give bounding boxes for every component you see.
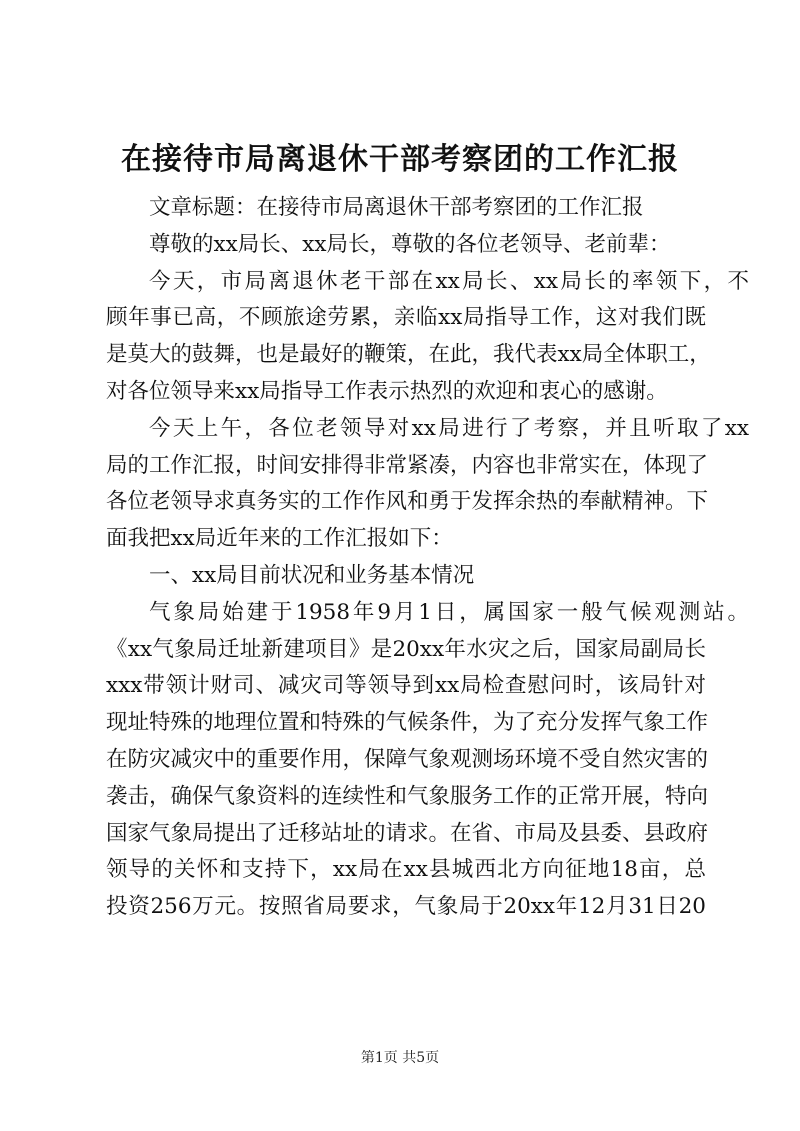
paragraph-line: 在防灾减灾中的重要作用，保障气象观测场环境不受自然灾害的	[106, 746, 709, 772]
paragraph-line: 各位老领导求真务实的工作作风和勇于发挥余热的奉献精神。下	[106, 489, 709, 515]
paragraph-line: 今天上午，各位老领导对xx局进行了考察，并且听取了xx	[149, 415, 749, 441]
paragraph-line: 是莫大的鼓舞，也是最好的鞭策，在此，我代表xx局全体职工，	[106, 342, 711, 368]
paragraph-line: 气象局始建于1958年9月1日，属国家一般气候观测站。	[149, 599, 749, 625]
document-title: 在接待市局离退休干部考察团的工作汇报	[121, 142, 679, 177]
paragraph-line: xxx带领计财司、减灾司等领导到xx局检查慰问时，该局针对	[106, 673, 706, 699]
paragraph-line: 局的工作汇报，时间安排得非常紧凑，内容也非常实在，体现了	[106, 452, 709, 478]
paragraph-line: 《xx气象局迁址新建项目》是20xx年水灾之后，国家局副局长	[106, 636, 706, 662]
article-title-line: 文章标题：在接待市局离退休干部考察团的工作汇报	[149, 195, 644, 220]
paragraph-line: 现址特殊的地理位置和特殊的气候条件，为了充分发挥气象工作	[106, 710, 709, 736]
document-body	[106, 190, 749, 926]
paragraph-line: 面我把xx局近年来的工作汇报如下：	[106, 526, 453, 552]
section-heading: 一、xx局目前状况和业务基本情况	[149, 562, 475, 588]
paragraph-line: 国家气象局提出了迁移站址的请求。在省、市局及县委、县政府	[106, 820, 709, 846]
paragraph-line: 领导的关怀和支持下，xx局在xx县城西北方向征地18亩，总	[106, 857, 706, 883]
paragraph-line: 顾年事已高，不顾旅途劳累，亲临xx局指导工作，这对我们既	[106, 305, 706, 331]
page-number: 第1页 共5页	[360, 1050, 440, 1066]
paragraph-line: 今天，市局离退休老干部在xx局长、xx局长的率领下，不	[149, 268, 749, 294]
paragraph-line: 对各位领导来xx局指导工作表示热烈的欢迎和衷心的感谢。	[106, 378, 668, 404]
paragraph-line: 袭击，确保气象资料的连续性和气象服务工作的正常开展，特向	[106, 783, 709, 809]
salutation-line: 尊敬的xx局长、xx局长，尊敬的各位老领导、老前辈：	[149, 231, 671, 257]
paragraph-line: 投资256万元。按照省局要求，气象局于20xx年12月31日20	[106, 894, 706, 920]
page-footer	[0, 1048, 800, 1068]
